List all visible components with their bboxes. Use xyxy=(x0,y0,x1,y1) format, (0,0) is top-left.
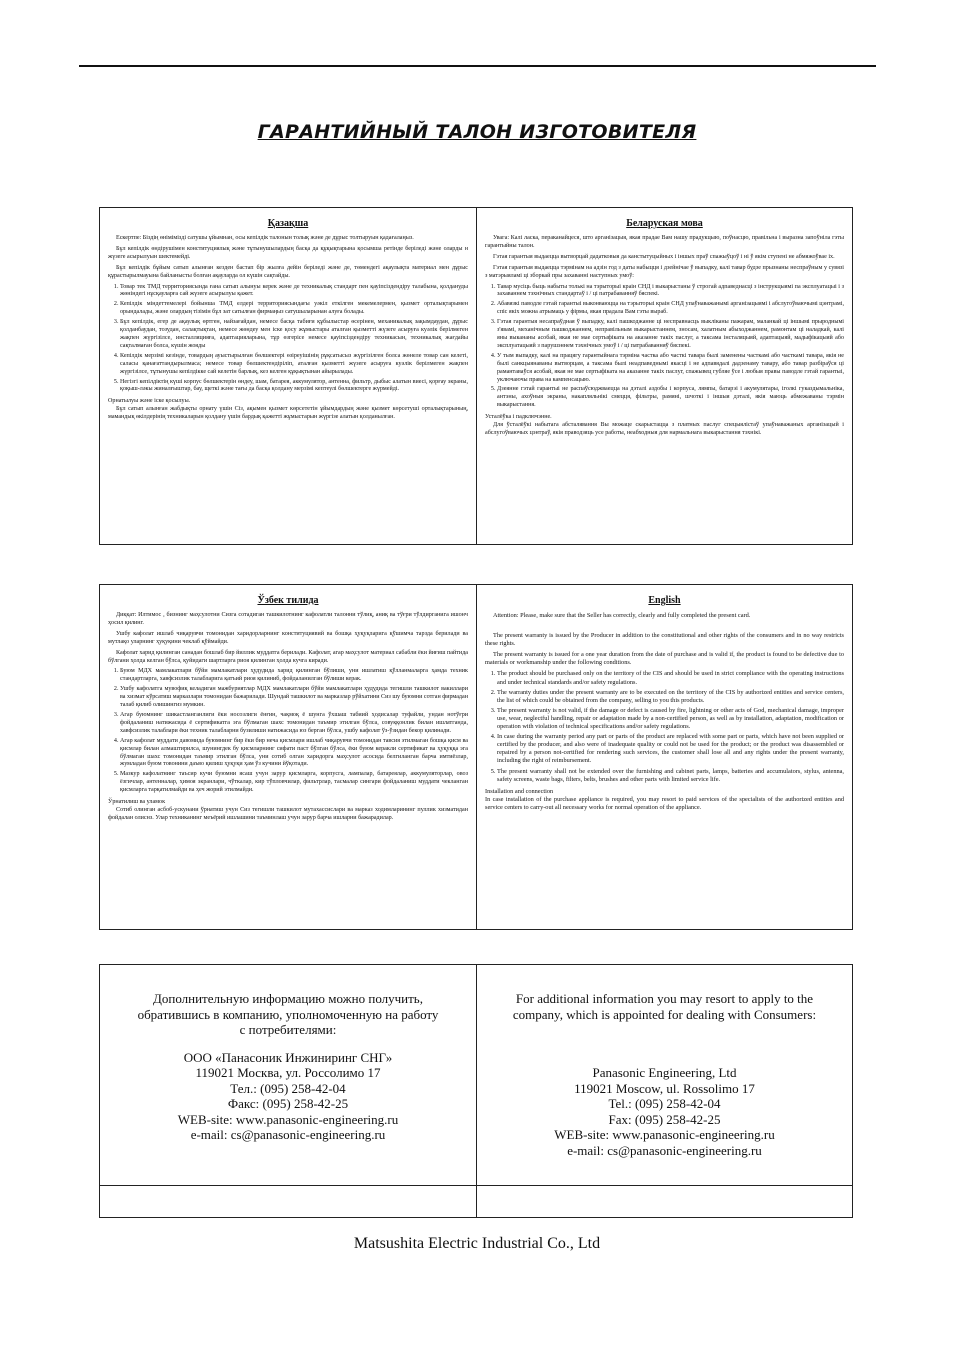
phone: Tel.: (095) 258-42-04 xyxy=(608,1096,721,1111)
list-item: 4. In case during the warranty period any part or parts of the product are replaced with some part or parts, which have not been supplied or certified by the producer, and also were of inadequate quality or could not be used for the product; or the product was disassembled or repaired by a person not-certified for rendering such services, the customer shall lose all and any rights under the present warranty, including the right of reimbursement. xyxy=(497,733,844,765)
paragraph: Бұл кепілдік өндірушімен конституциялық және тұтынушылардың басқа да құқықтарына қосымша ретінде беріледі және оларды н жүзеге асырылуын шектемейді. xyxy=(108,245,468,260)
company-name: ООО «Панасоник Инжиниринг СНГ» xyxy=(183,1049,393,1065)
info-line: с потребителями: xyxy=(239,1022,337,1037)
paragraph: The present warranty is issued by the Producer in addition to the constitutional and other rights of the consumers and in no way restricts these rights. xyxy=(485,632,844,648)
list-item: 2. Кепілдік міндеттемелері бойынша ТМД елдері территориясындағы уәкіл еткілген мекемелермен, қызмет орталықтарымен орындалады, және олардың тізімін бұл зат сатылған фирмаңыз сатушыларынан алуға болады. xyxy=(120,301,468,317)
list-item: 2. Ушбу кафолатга мувофиқ келадиган мажбуриятлар МДХ мамлакатлари бўйи мамлакатлари ҳудудида тегишли ташкилот вакиллари ва хизмат кўрсатиш марказлари томонидан бажарилади. Шундай ташкилот ва марказлар рўйхатини Сиз шу буюмни сотган фирмадан талаб қилиб олишингиз мумкин. xyxy=(120,686,468,710)
list-item: 1. Тавар мусіць быць набыты толькі на тэрыторыі краін СНД і выкарыстаны ў строгай адпаведнасці з інструкцыямі па эксплуатацыі і з захаваннем тэхнічных стандартаў і / ці патрабаванняў бяспекі. xyxy=(497,284,844,300)
install-text: Для ўсталёўкі набытага абсталявання Вы можаце скарыстацца з платных паслуг спецыялістаў упаўнаважаных арганізацый і абслугоўваючых цэнтраў, якія праводзяць усе работы, неабходныя для нармальнага выкарыстання тэхнікі. xyxy=(485,422,844,436)
install-heading: Усталёўка і падключэнне. xyxy=(485,414,552,421)
list-item: 5. The present warranty shall not be extended over the furnishing and cabinet parts, lamps, batteries and accumulators, stylus, antenna, safety screens, waste bags, filters, belts, brushes and other parts with limited service life. xyxy=(497,768,844,784)
contact-russian xyxy=(100,965,476,1185)
info-line: Дополнительную информацию можно получить, xyxy=(153,991,423,1006)
section-english xyxy=(476,585,852,929)
list-item: 5. Мазкур кафолатнинг таъсир кучи буюмни ясаш учун зарур қисмларга, корпусга, лампалар, батареялар, аккумуляторлар, овоз ёзгичлар, антенналар, ҳимоя экранлари, чўткалар, кир тўпловчилар, фильтрлар, тасмалар сингари фойдаланиш муддати чекланган қисмларга тарқатилмайди ва ҳеч жорий этилмайди. xyxy=(120,771,468,795)
contact-row xyxy=(100,965,852,1186)
blank-cell xyxy=(476,1186,852,1217)
document-title: ГАРАНТИЙНЫЙ ТАЛОН ИЗГОТОВИТЕЛЯ xyxy=(257,121,697,143)
section-belarusian xyxy=(476,208,852,544)
paragraph: Attention: Please, make sure that the Seller has correctly, clearly and fully completed the present card. xyxy=(493,612,751,619)
conditions-list xyxy=(485,284,844,411)
list-item: 1. Товар тек ТМД территориясында ғана сатып алынуы керек және де техникалық стандарт пен қауіпсіздендіру талабына, қолдануды жөніндегі нұсқауларға сай жүзеге асырылуы қажет. xyxy=(120,284,468,300)
fax: Факс: (095) 258-42-25 xyxy=(227,1096,349,1111)
company-name: Panasonic Engineering, Ltd xyxy=(592,1065,737,1080)
website: WEB-site: www.panasonic-engineering.ru xyxy=(177,1111,399,1127)
blank-row xyxy=(100,1186,852,1217)
website: WEB-site: www.panasonic-engineering.ru xyxy=(554,1127,775,1142)
list-item: 3. Гэтая гарантыя несапраўдная ў выпадку, калі пашкоджанне ці несправнасць выкліканы пажарам, маланкай ці іншымі прыроднымі з'явамі, механічным пашкоджаннем, неправільным выкарыстаннем, зносам, халатным абыходжаннем, рамонтам ці наладкай, калі яны выкананы асобай, якая не мае сертыфіката на аказанне такіх паслуг, а таксама інсталяцыяй, адаптацыяй, мадыфікацыяй або эксплуатацыяй з парушэннем тэхнічных умоў і / ці патрабаванняў бяспекі. xyxy=(497,319,844,351)
section-heading: Беларуская мова xyxy=(626,218,703,229)
street-address: 119021 Moscow, ul. Rossolimo 17 xyxy=(574,1080,755,1096)
install-text: In case installation of the purchase appliance is required, you may resort to paid services of the specialists of the authorized entities and service centers to carry-out all necessary works for normal operation of the appliance. xyxy=(485,795,844,811)
install-text: Сотиб олинган асбоб-ускунани ўрнатиш учун Сиз тегишли ташкилот мутахассислари ва марказ ходимларининг пуллик хизматидан фойдалан олиснз. Улар техниканинг меъёрий ишлашини таъминлаш учун зарур барча ишларни бажарадилар. xyxy=(108,806,468,821)
street-address: 119021 Москва, ул. Россолимо 17 xyxy=(195,1065,381,1080)
list-item: 5. Негізгі кепілдіктің күші корпус бөлшектерін өндеу, шам, батарея, аккумулятор, антенна, фильтр, дыбыс алатын виесі, қорғау экраны, қоқыш-ләкы жиналғыштар, бау, щеткі және тағы да басқа қолдану мерзімі кептеулі бөлшектерге жүрмейді. xyxy=(120,379,468,395)
top-rule xyxy=(79,65,876,67)
list-item: 4. Кепілдік мерзімі кезінде, товардың ауыстырылған бөлшектері өзіреуішінің рұқсатысыз жүргізілген болса жөнеле товар сан келеті, салаcы қанағаттандырылмаса; немесе товар бөлшектендiрiлiп, аталған қызметті жүзеге асыруға куәлік берілмеген жақпен жүргізілсе, тұтынушы кепілдікке сай келетін барлық, кез келген құқықтынан айырылады. xyxy=(120,353,468,377)
section-heading: English xyxy=(648,595,681,606)
list-item: 1. The product should be purchased only on the territory of the CIS and should be used in strict compliance with the operating instructions and under technical standards and/or safety regulations. xyxy=(497,670,844,686)
blank-cell xyxy=(100,1186,476,1217)
panel-uz-en xyxy=(99,584,853,930)
install-heading: Ўрнатилиш ва уламок xyxy=(108,799,166,806)
fax: Fax: (095) 258-42-25 xyxy=(608,1111,721,1127)
panel-kz-by xyxy=(99,207,853,545)
list-item: 3. Бұл кепілдік, егер де ақаулық өртген, найзағайдан, немесе басқа табиғи құбылыстар өсерінен, механикалық зақымдаудан, дұрыс қолданбаудан, тозудан, салақтықтан, немесе жөндеу мен іске қосу жұмыстары аталған қызметті жүзеге асыруға куәлік берілмеген жақпен жүргізілсе, инсталляцияға, адаптацияларына, тұр өзгерісе немесе қауіпсіздендіру техникасын, техникалық жағдайы сақталмаған болса, күшiн жояды xyxy=(120,319,468,351)
contact-english xyxy=(476,965,852,1185)
section-uzbek xyxy=(100,585,476,929)
info-line: обратившись в компанию, уполномоченную на работу xyxy=(137,1006,439,1022)
conditions-list xyxy=(108,284,468,395)
company-address xyxy=(477,1065,852,1158)
paragraph: Гэтая гарантыя выдаецца тэрмінам на адзін год з даты набыцця і дзейнічае ў выпадку, калі тавар будзе прызнаны неспраўным у сувязі з матэрыяламі ці зборкай пры захаванні наступных умоў: xyxy=(485,264,844,279)
list-item: 4. У тым выпадку, калі на працягу гарантыйнага тэрміна частка або часткі тавара былі заменены часткамі або часткамі тавара, якія не былі санкцыянаваны вытворцам, а таксама былі неадпаведнымі якасці і не адпавядалі дадзенаму тавару, або тавар разбіраўся ці рамантаваўся асобай, якая не мае сертыфіката на аказанне такіх паслуг, спажывец губляе ўсе і любыя правы паводле гэтай гарантыі, уключаючы права на кампенсацыю. xyxy=(497,353,844,385)
paragraph: Гэтая гарантыя выдаецца вытворцай дадатковыя да канстытуцыйных і іншых праў спажыўцоў і ні ў якім ступені не абмяжоўвае іх. xyxy=(493,253,835,260)
conditions-list xyxy=(485,670,844,783)
paragraph: The present warranty is issued for a one year duration from the date of purchase and is valid if, the product is found to be defective due to materials or workmanship under the following conditions. xyxy=(485,651,844,667)
conditions-list xyxy=(108,668,468,795)
install-heading: Орнатылуы және іске қосылуы. xyxy=(108,398,191,405)
install-heading: Installation and connection xyxy=(485,787,554,795)
paragraph: Ескертпе: Біздің өнiмiмiздi сатушы ұйымнан, осы кепілдік талонын толық және де дұрыс толтыруын қадағалаңыз. xyxy=(116,235,414,241)
company-address xyxy=(100,1050,476,1143)
spacer xyxy=(485,623,844,632)
paragraph: Диққат: Илтимос , бизнинг маҳсулотни Сизга сотадиган ташкилотнинг кафолатли талонни тўлиқ, аниқ ва тўғри тўлдирганига ишонч ҳосил қилинг. xyxy=(108,612,468,626)
section-heading: Қазақша xyxy=(267,218,309,229)
list-item: 2. Абавязкі паводле гэтай гарантыі выконваюцца на тэрыторыі краін СНД упаўнаважанымі арганізацыямі і абслугоўваючымі цэнтрамі, спіс якіх можна атрымаць у фірмы, якая прадала Вам гэты выраб. xyxy=(497,301,844,317)
section-heading: Ўзбек тилида xyxy=(257,595,319,606)
paragraph: Увага: Калі ласка, пераканайцеся, што арганізацыя, якая прадае Вам нашу прадукцыю, поўнасцю, правільна і выразна запоўніла гэты гарантыйны талон. xyxy=(485,235,844,249)
list-item: 1. Буюм МДХ мамлакатлари бўйи мамлакатлари ҳудудида харид қилинган бўлиши, уни ишлатиш қўлланмаларга ҳамда техник стандартларга, хавфсизлик талабларига қатъий риоя қилиниб, фойдаланилган бўлиши керак. xyxy=(120,668,468,684)
manufacturer-footer: Matsushita Electric Industrial Co., Ltd xyxy=(353,1235,601,1252)
paragraph: Кафолат харид қилинган санадан бошлаб бир йиллик муддатга берилади. Кафолат, агар маҳсулот материал сабабли ёки йиғиш пайтида бўлгани ҳолда келган бўлса, қуйидаги шартларга риоя қилинган ҳолда кучга киради. xyxy=(108,649,468,664)
list-item: 3. The present warranty is not valid, if the damage or defect is caused by fire, lightning or other acts of God, mechanical damage, improper use, wear, neglectful handling, repair or adaptation made by a non-certified person, as well as by installation, adaptation, modification or operation with violation of technical specifications and/or safety regulations. xyxy=(497,707,844,731)
phone: Тел.: (095) 258-42-04 xyxy=(230,1080,346,1096)
section-kazakh xyxy=(100,208,476,544)
list-item: 5. Дзеянне гэтай гарантыі не распаўсюджваецца на дэталі аздобы і корпуса, лямпы, батарэі і акумулятары, іголкі гуказдымальніка, антэны, ахоўныя экраны, накапляльнікі смецця, фільтры, рамяні, шчоткі і іншыя дэталі, якія маюць абмежаваны тэрмін выкарыстання. xyxy=(497,386,844,410)
list-item: 2. The warranty duties under the present warranty are to be executed on the territory of the CIS by authorized entities and service centers, the list of which could be obtained from the company, selling to you this products. xyxy=(497,689,844,705)
info-line: company, which is appointed for dealing with Consumers: xyxy=(512,1006,817,1022)
paragraph: Ушбу кафолат ишлаб чиқарувчи томонидан харидорларнинг конституциявий ва бошқа ҳуқуқларига қўшимча тарзда берилади ва мутлақо уларнинг ҳуқуқини чеклаб қўймайди. xyxy=(108,630,468,645)
list-item: 3. Агар буюмнинг шикастланганлиги ёки носозлиги ёнғин, чақмоқ ё шунга ўхшаш табиий ҳодисалар туфайли, ундан нотўғри фойдаланиш натижасида ё сертификатга эга бўлмаган шахс томонидан таъмир этилган бўлса, совуққонлик билан ишлатганда, хавфсизлик талаблари ёки техник талабларни бузилиши натижасида юз берган бўлса, ушбу кафолат ўз-ўзидан бекор қилинади. xyxy=(120,712,468,736)
contact-info-panel xyxy=(99,964,853,1218)
list-item: 4. Агар кафолат муддати давомида буюмнинг бир ёки бир неча қисмлари ишлаб чиқарувчи томонидан тавсия этилмаган бошқа қисм ва қисмлар билан алмаштирилса, шунингдек бу қисмларнинг сифати паст бўлган бўлса, ёки буюм керакли сертификат ва ҳуқуққа эга бўлмаган шахс томонидан таъмир этилган бўлса, уни сотиб олган харидорга маҳсулот асосида белгиланган барча имтиёзлар, жумладан буюм товонини даъво қилиш ҳуқуқи ҳам ўз кучини йўқотади. xyxy=(120,738,468,770)
install-text: Бұл сатып алынған жабдықты орнату үшін Сіз, ақымен қызмет көрсететін ұйымдардың және қызмет көрсетуші орталықтарының, мамандық өкілдерінің техникаларын қолдану үшін бардық қажетті жұмыстарын жүргізе алатын қолданылған. xyxy=(108,406,468,421)
email: e-mail: cs@panasonic-engineering.ru xyxy=(190,1127,386,1142)
info-line: For additional information you may resort to apply to the xyxy=(515,991,814,1006)
paragraph: Бұл кепілдік бұйым сатып алынған кезден бастап бір жылға дейін беріледі және де, төмендегі ақаулықта материал мен дұрыс құрастырылмауына байланысты болған ақауларда ол күшiн сақтайды. xyxy=(108,264,468,279)
email: e-mail: cs@panasonic-engineering.ru xyxy=(567,1142,762,1158)
